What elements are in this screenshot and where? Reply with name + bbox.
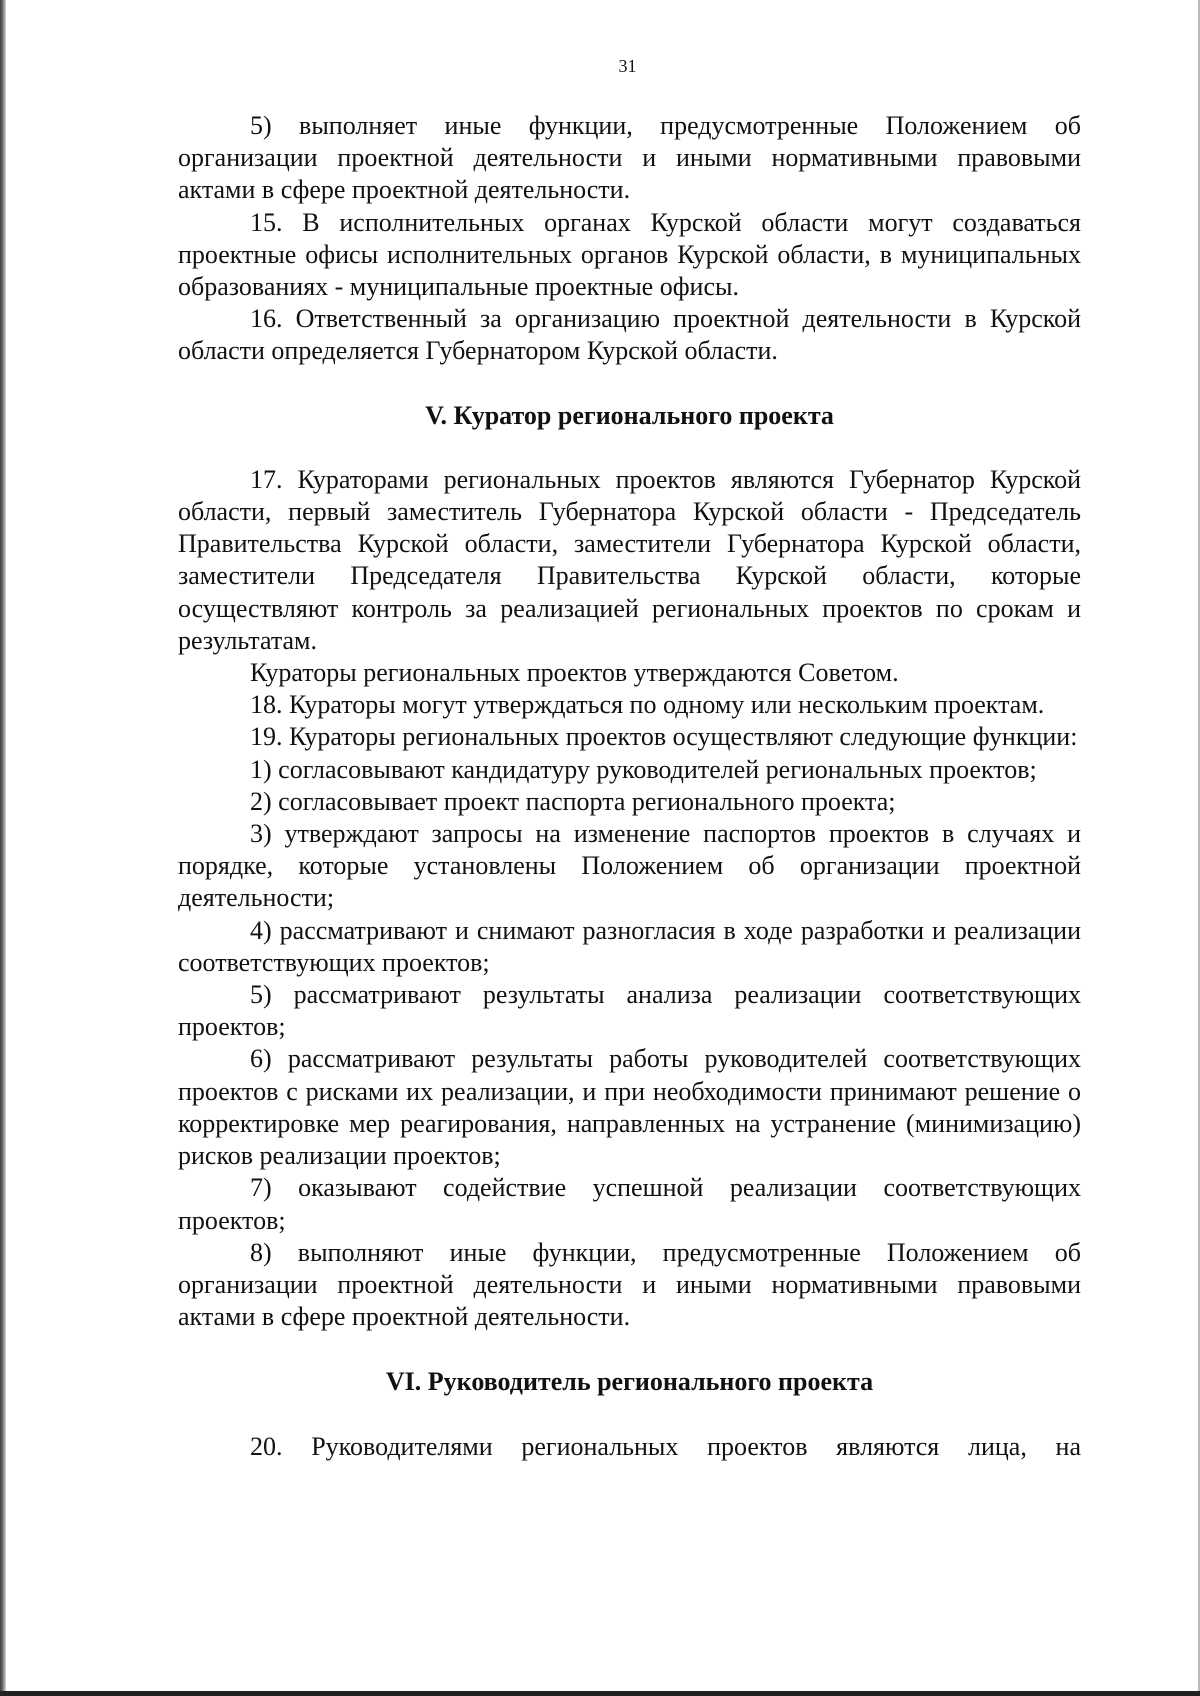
section-heading-curator: V. Куратор регионального проекта: [425, 400, 834, 430]
scan-left-edge: [0, 0, 6, 1696]
paragraph-17: 17. Кураторами региональных проектов являются Губернатор Курской области, первый заместитель Губернатора Курской области - Председатель Правительства Курской области, заместители Губернатора Курской области, заместители Председателя Правительства Курской области, которые осуществляют контроль за реализацией региональных проектов по срокам и результатам.: [178, 464, 1081, 655]
list-item-5: 5) рассматривают результаты анализа реализации соответствующих проектов;: [178, 980, 1081, 1042]
paragraph-curators-approved: Кураторы региональных проектов утверждаются Советом.: [250, 658, 899, 688]
paragraph-15: 15. В исполнительных органах Курской области могут создаваться проектные офисы исполнительных органов Курской области, в муниципальных образованиях - муниципальные проектные офисы.: [178, 207, 1081, 302]
list-item-3: 3) утверждают запросы на изменение паспортов проектов в случаях и порядке, которые установлены Положением об организации проектной деятельности;: [178, 819, 1081, 913]
page-number: 31: [618, 56, 637, 76]
paragraph-20: 20. Руководителями региональных проектов являются лица, на: [250, 1431, 1081, 1461]
list-item-1: 1) согласовывают кандидатуру руководителей региональных проектов;: [250, 754, 1037, 784]
paragraph-16: 16. Ответственный за организацию проектной деятельности в Курской области определяется Губернатором Курской области.: [178, 304, 1081, 366]
list-item-8: 8) выполняют иные функции, предусмотренные Положением об организации проектной деятельности и иными нормативными правовыми актами в сфере проектной деятельности.: [178, 1237, 1081, 1332]
list-item-7: 7) оказывают содействие успешной реализации соответствующих проектов;: [178, 1173, 1081, 1235]
document-body: [178, 110, 1081, 1463]
list-item-2: 2) согласовывает проект паспорта регионального проекта;: [250, 786, 896, 816]
list-item-6: 6) рассматривают результаты работы руководителей соответствующих проектов с рисками их реализации, и при необходимости принимают решение о корректировке мер реагирования, направленных на устранение (минимизацию) рисков реализации проектов;: [178, 1044, 1081, 1171]
paragraph-18: 18. Кураторы могут утверждаться по одному или нескольким проектам.: [250, 690, 1045, 720]
paragraph-item-5: 5) выполняет иные функции, предусмотренные Положением об организации проектной деятельности и иными нормативными правовыми актами в сфере проектной деятельности.: [178, 111, 1081, 205]
list-item-4: 4) рассматривают и снимают разногласия в ходе разработки и реализации соответствующих проектов;: [178, 915, 1081, 977]
section-heading-project-leader: VI. Руководитель регионального проекта: [385, 1367, 874, 1397]
scan-bottom-edge: [0, 1691, 1200, 1696]
paragraph-19: 19. Кураторы региональных проектов осуществляют следующие функции:: [250, 722, 1078, 752]
